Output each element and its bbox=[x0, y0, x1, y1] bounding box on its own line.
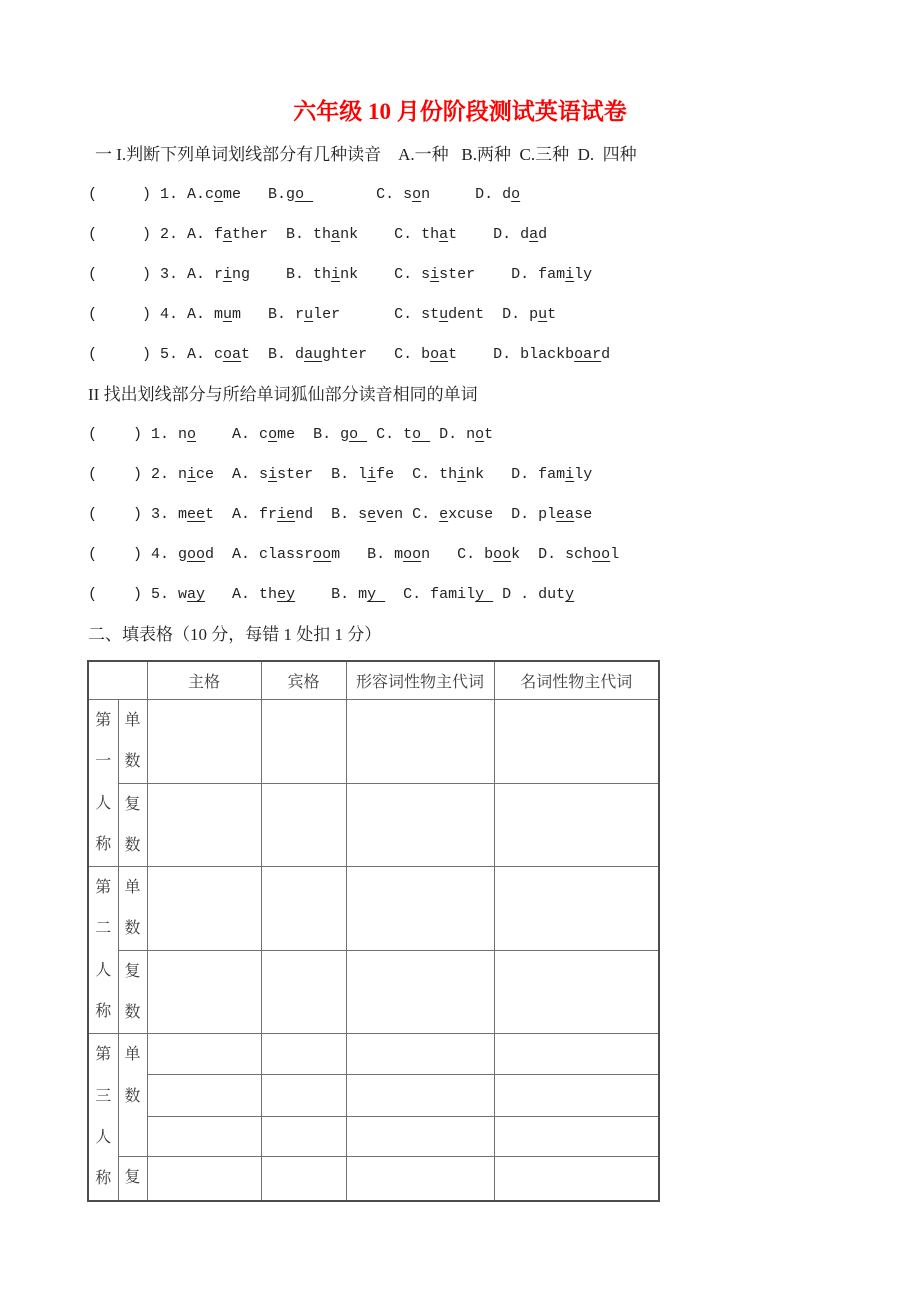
underlined-letters: o bbox=[295, 186, 314, 203]
table-row bbox=[88, 1116, 659, 1156]
section2-question-1 bbox=[88, 415, 920, 455]
blank-cell bbox=[494, 1034, 659, 1074]
underlined-letters: oa bbox=[223, 346, 242, 363]
text-segment: m B. m bbox=[331, 546, 404, 563]
underlined-letters: au bbox=[304, 346, 323, 363]
row-label-plural: 复数 bbox=[118, 950, 147, 1034]
blank-cell bbox=[147, 783, 261, 867]
text-segment: C. s bbox=[313, 186, 413, 203]
blank-cell bbox=[147, 1156, 261, 1200]
underlined-letters: i bbox=[331, 266, 341, 283]
underlined-letters: ea bbox=[556, 506, 575, 523]
text-segment: t bbox=[547, 306, 557, 323]
blank-cell bbox=[346, 700, 494, 784]
underlined-letters: i bbox=[565, 466, 575, 483]
underlined-letters: o bbox=[349, 426, 368, 443]
underlined-letters: a bbox=[331, 226, 341, 243]
text-segment: ng B. th bbox=[232, 266, 332, 283]
col-header-object-case: 宾格 bbox=[261, 661, 346, 700]
text-segment: ce A. s bbox=[196, 466, 269, 483]
underlined-letters: u bbox=[223, 306, 233, 323]
blank-cell bbox=[261, 700, 346, 784]
text-segment: xcuse D. pl bbox=[448, 506, 557, 523]
section2-question-3 bbox=[88, 495, 920, 535]
underlined-letters: u bbox=[439, 306, 449, 323]
underlined-letters: i bbox=[367, 466, 377, 483]
text-segment: nd B. s bbox=[295, 506, 368, 523]
underlined-letters: i bbox=[268, 466, 278, 483]
table-row bbox=[88, 1156, 659, 1200]
section2-question-4 bbox=[88, 535, 920, 575]
text-segment: ( ) 1. A.c bbox=[88, 186, 215, 203]
text-segment: t A. fr bbox=[205, 506, 278, 523]
underlined-letters: y bbox=[367, 586, 386, 603]
row-group-second-person: 第二人称 bbox=[88, 867, 118, 1034]
underlined-letters: i bbox=[457, 466, 467, 483]
exam-body bbox=[0, 135, 920, 655]
text-segment: t B. d bbox=[241, 346, 305, 363]
blank-cell bbox=[346, 950, 494, 1034]
underlined-letters: oo bbox=[403, 546, 422, 563]
underlined-letters: o bbox=[511, 186, 521, 203]
section1-question-3 bbox=[88, 255, 920, 295]
text-segment: ( ) 5. A. c bbox=[88, 346, 224, 363]
underlined-letters: oo bbox=[493, 546, 512, 563]
text-segment: ly bbox=[574, 266, 593, 283]
underlined-letters: i bbox=[187, 466, 197, 483]
blank-cell bbox=[147, 867, 261, 951]
underlined-letters: i bbox=[430, 266, 440, 283]
underlined-letters: e bbox=[367, 506, 377, 523]
blank-cell bbox=[494, 700, 659, 784]
table-row bbox=[88, 1074, 659, 1116]
text-segment: C. t bbox=[367, 426, 413, 443]
blank-cell bbox=[261, 1116, 346, 1156]
text-segment: fe C. th bbox=[376, 466, 458, 483]
section1-question-2 bbox=[88, 215, 920, 255]
underlined-letters: o bbox=[475, 426, 485, 443]
section1-heading: 一 I.判断下列单词划线部分有几种读音 A.一种 B.两种 C.三种 D. 四种 bbox=[95, 145, 637, 164]
underlined-letters: e bbox=[439, 506, 449, 523]
text-segment: ( ) 5. w bbox=[88, 586, 188, 603]
text-segment: A. c bbox=[196, 426, 269, 443]
text-segment: n D. d bbox=[421, 186, 512, 203]
underlined-letters: y bbox=[475, 586, 494, 603]
text-segment: A. th bbox=[205, 586, 278, 603]
text-segment: ( ) 3. m bbox=[88, 506, 188, 523]
blank-cell bbox=[346, 1034, 494, 1074]
underlined-letters: a bbox=[439, 226, 449, 243]
text-segment: D . dut bbox=[493, 586, 566, 603]
text-segment: ster D. fam bbox=[439, 266, 566, 283]
blank-cell bbox=[494, 1116, 659, 1156]
text-segment: ther B. th bbox=[232, 226, 332, 243]
text-segment: l bbox=[610, 546, 620, 563]
blank-cell bbox=[346, 1116, 494, 1156]
underlined-letters: ay bbox=[187, 586, 206, 603]
text-segment: ven C. bbox=[376, 506, 440, 523]
text-segment: B. m bbox=[295, 586, 368, 603]
blank-cell bbox=[261, 1034, 346, 1074]
text-segment: ( ) 2. A. f bbox=[88, 226, 224, 243]
table-header-row bbox=[88, 661, 659, 700]
blank-cell bbox=[346, 867, 494, 951]
underlined-letters: o bbox=[214, 186, 224, 203]
underlined-letters: u bbox=[538, 306, 548, 323]
blank-cell bbox=[147, 1034, 261, 1074]
underlined-letters: y bbox=[565, 586, 575, 603]
blank-cell bbox=[494, 1156, 659, 1200]
underlined-letters: oa bbox=[430, 346, 449, 363]
underlined-letters: o bbox=[268, 426, 278, 443]
blank-cell bbox=[346, 1074, 494, 1116]
table-row bbox=[88, 783, 659, 867]
underlined-letters: o bbox=[412, 426, 431, 443]
blank-cell bbox=[494, 867, 659, 951]
text-segment: d bbox=[601, 346, 611, 363]
row-group-first-person: 第一人称 bbox=[88, 700, 118, 867]
text-segment: ler C. st bbox=[313, 306, 440, 323]
text-segment: t D. d bbox=[448, 226, 530, 243]
text-segment: nk C. th bbox=[340, 226, 440, 243]
text-segment: ly bbox=[574, 466, 593, 483]
section2-question-2 bbox=[88, 455, 920, 495]
table-row bbox=[88, 950, 659, 1034]
col-header-adjectival-possessive: 形容词性物主代词 bbox=[346, 661, 494, 700]
underlined-letters: oar bbox=[574, 346, 602, 363]
table-row bbox=[88, 867, 659, 951]
text-segment: m B. r bbox=[232, 306, 305, 323]
table-row bbox=[88, 700, 659, 784]
section2-question-5 bbox=[88, 575, 920, 615]
row-label-singular: 单数 bbox=[118, 867, 147, 951]
text-segment: ( ) 1. n bbox=[88, 426, 188, 443]
underlined-letters: o bbox=[412, 186, 422, 203]
underlined-letters: ie bbox=[277, 506, 296, 523]
text-segment: me B.g bbox=[223, 186, 296, 203]
underlined-letters: oo bbox=[187, 546, 206, 563]
blank-cell bbox=[147, 1116, 261, 1156]
blank-cell bbox=[261, 1074, 346, 1116]
underlined-letters: oo bbox=[313, 546, 332, 563]
text-segment: ( ) 4. g bbox=[88, 546, 188, 563]
text-segment: ster B. l bbox=[277, 466, 368, 483]
underlined-letters: o bbox=[187, 426, 197, 443]
underlined-letters: a bbox=[529, 226, 539, 243]
blank-cell bbox=[494, 1074, 659, 1116]
text-segment: nk D. fam bbox=[466, 466, 566, 483]
blank-cell bbox=[261, 1156, 346, 1200]
pronoun-table bbox=[87, 660, 660, 1202]
section1-question-4 bbox=[88, 295, 920, 335]
blank-cell bbox=[346, 1156, 494, 1200]
text-segment: ghter C. b bbox=[322, 346, 431, 363]
col-header-nominal-possessive: 名词性物主代词 bbox=[494, 661, 659, 700]
page-title: 六年级 10 月份阶段测试英语试卷 bbox=[293, 99, 627, 124]
underlined-letters: u bbox=[304, 306, 314, 323]
text-segment: d bbox=[538, 226, 548, 243]
text-segment: n C. b bbox=[421, 546, 494, 563]
section2-heading: II 找出划线部分与所给单词狐仙部分读音相同的单词 bbox=[88, 385, 478, 404]
text-segment: D. n bbox=[430, 426, 476, 443]
table-corner-cell bbox=[88, 661, 147, 700]
blank-cell bbox=[147, 1074, 261, 1116]
text-segment: C. famil bbox=[385, 586, 476, 603]
underlined-letters: ee bbox=[187, 506, 206, 523]
blank-cell bbox=[147, 950, 261, 1034]
row-label-singular: 单数 bbox=[118, 1034, 147, 1156]
blank-cell bbox=[261, 950, 346, 1034]
text-segment: ( ) 4. A. m bbox=[88, 306, 224, 323]
underlined-letters: i bbox=[223, 266, 233, 283]
text-segment: nk C. s bbox=[340, 266, 431, 283]
underlined-letters: ey bbox=[277, 586, 296, 603]
underlined-letters: a bbox=[223, 226, 233, 243]
row-label-singular: 单数 bbox=[118, 700, 147, 784]
section3-heading: 二、填表格（10 分，每错 1 处扣 1 分） bbox=[88, 625, 382, 644]
blank-cell bbox=[494, 950, 659, 1034]
blank-cell bbox=[147, 700, 261, 784]
blank-cell bbox=[261, 867, 346, 951]
blank-cell bbox=[261, 783, 346, 867]
section1-question-1 bbox=[88, 175, 920, 215]
table-row bbox=[88, 1034, 659, 1074]
row-label-plural-partial: 复 bbox=[118, 1156, 147, 1200]
text-segment: t D. blackb bbox=[448, 346, 575, 363]
underlined-letters: oo bbox=[592, 546, 611, 563]
text-segment: d A. classr bbox=[205, 546, 314, 563]
text-segment: t bbox=[484, 426, 494, 443]
text-segment: me B. g bbox=[277, 426, 350, 443]
col-header-subject-case: 主格 bbox=[147, 661, 261, 700]
blank-cell bbox=[346, 783, 494, 867]
text-segment: se bbox=[574, 506, 593, 523]
text-segment: ( ) 3. A. r bbox=[88, 266, 224, 283]
blank-cell bbox=[494, 783, 659, 867]
row-label-plural: 复数 bbox=[118, 783, 147, 867]
text-segment: ( ) 2. n bbox=[88, 466, 188, 483]
text-segment: k D. sch bbox=[511, 546, 593, 563]
section1-question-5 bbox=[88, 335, 920, 375]
text-segment: dent D. p bbox=[448, 306, 539, 323]
underlined-letters: i bbox=[565, 266, 575, 283]
row-group-third-person: 第三人称 bbox=[88, 1034, 118, 1201]
